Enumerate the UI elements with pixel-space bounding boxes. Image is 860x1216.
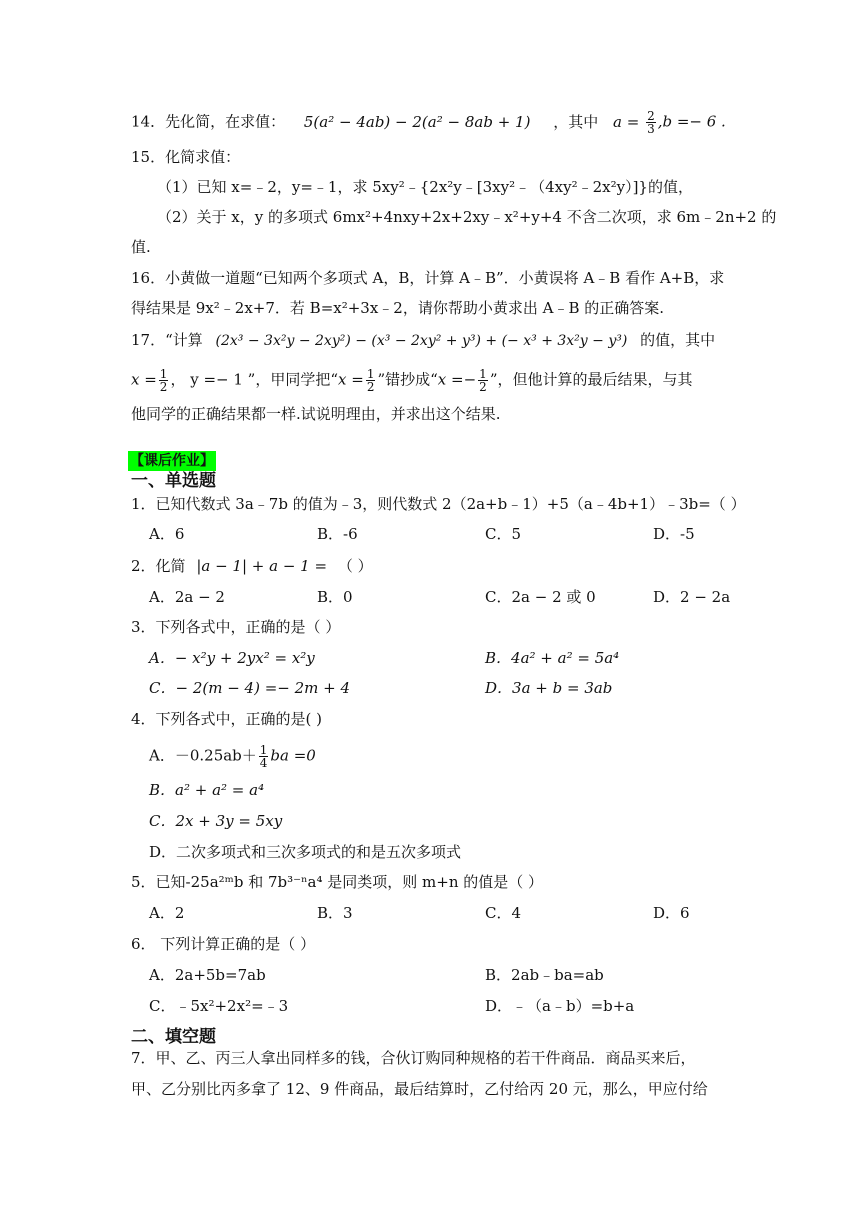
option-a-fraction xyxy=(259,744,269,769)
question-3-option-d[interactable]: D．3a + b = 3ab xyxy=(485,679,613,697)
problem-14-cond-a: a = xyxy=(613,112,645,131)
fraction-numerator: 1 xyxy=(259,743,268,757)
option-a-prefix: A．－0.25ab＋ xyxy=(149,746,257,765)
question-7-line2: 甲、乙分别比丙多拿了 12、9 件商品，最后结算时，乙付给丙 20 元，那么，甲应付给 xyxy=(131,1080,708,1098)
section-single-choice: 一、单选题 xyxy=(131,471,216,491)
problem-14-expression: 5(a² − 4ab) − 2(a² − 8ab + 1) xyxy=(303,112,531,131)
problem-17-half-2 xyxy=(366,368,376,393)
fraction-denominator: 4 xyxy=(259,756,268,770)
problem-17-x2: x = xyxy=(338,370,364,389)
problem-14-mid: ，其中 xyxy=(553,112,599,131)
problem-17-half-1 xyxy=(159,368,169,393)
question-6-option-c[interactable]: C．﹣5x²+2x²=﹣3 xyxy=(149,997,289,1015)
problem-17-end: ”，但他计算的最后结果，与其 xyxy=(489,370,693,389)
question-6-option-d[interactable]: D．﹣（a﹣b）=b+a xyxy=(485,997,635,1015)
question-1-option-d[interactable]: D．-5 xyxy=(653,525,695,543)
question-2-option-d[interactable]: D．2 − 2a xyxy=(653,588,731,606)
homework-tag: 【课后作业】 xyxy=(130,453,214,469)
question-5-option-c[interactable]: C．4 xyxy=(485,904,522,922)
problem-14-cond-b: ,b =− 6 . xyxy=(657,112,726,131)
fraction-numerator: 2 xyxy=(647,109,655,123)
problem-15-sub2-cont: 值. xyxy=(131,238,151,256)
question-5-option-d[interactable]: D．6 xyxy=(653,904,690,922)
fraction-denominator: 3 xyxy=(647,122,655,136)
question-5-stem: 5．已知-25a²ᵐb 和 7b³⁻ⁿa⁴ 是同类项，则 m+n 的值是（ ） xyxy=(131,873,544,891)
question-4-option-d[interactable]: D．二次多项式和三次多项式的和是五次多项式 xyxy=(149,843,462,861)
question-3-stem: 3．下列各式中，正确的是（ ） xyxy=(131,618,341,636)
question-1-stem: 1．已知代数式 3a﹣7b 的值为﹣3，则代数式 2（2a+b﹣1）+5（a﹣4b+1）﹣3b=（ ） xyxy=(131,495,746,513)
problem-17-line1 xyxy=(131,330,715,351)
question-3-option-b[interactable]: B．4a² + a² = 5a⁴ xyxy=(485,649,620,667)
question-2-expression: |a − 1| + a − 1 = xyxy=(196,557,328,575)
problem-17-line2 xyxy=(131,368,692,393)
problem-17-y: ， y =− 1 ”，甲同学把“ xyxy=(170,370,339,389)
problem-16-line1: 16．小黄做一道题“已知两个多项式 A，B，计算 A﹣B”．小黄误将 A﹣B 看作 A+B，求 xyxy=(131,269,725,287)
fraction-numerator: 1 xyxy=(479,367,487,381)
option-a-suffix: ba =0 xyxy=(270,746,316,765)
question-2-prefix: 2．化简 xyxy=(131,557,186,575)
fraction-denominator: 2 xyxy=(479,380,487,394)
problem-17-mid: ”错抄成“ xyxy=(377,370,438,389)
question-3-option-a[interactable]: A．− x²y + 2yx² = x²y xyxy=(149,649,315,667)
question-3-option-c[interactable]: C．− 2(m − 4) =− 2m + 4 xyxy=(149,679,351,697)
question-2-option-c[interactable]: C．2a − 2 或 0 xyxy=(485,588,596,606)
fraction-denominator: 2 xyxy=(159,380,168,394)
problem-15-sub1: （1）已知 x=﹣2，y=﹣1，求 5xy²﹣{2x²y﹣[3xy²﹣（4xy²﹣2x²y）]}的值， xyxy=(157,178,693,196)
section-fill-in: 二、填空题 xyxy=(131,1027,216,1047)
problem-17-suffix: 的值，其中 xyxy=(640,331,716,349)
question-2-suffix: （ ） xyxy=(337,557,373,575)
question-6-stem: 6． 下列计算正确的是（ ） xyxy=(131,935,316,953)
question-7-line1: 7．甲、乙、丙三人拿出同样多的钱，合伙订购同种规格的若干件商品．商品买来后， xyxy=(131,1049,696,1067)
problem-17-x3: x =− xyxy=(437,370,477,389)
fraction-numerator: 1 xyxy=(159,367,168,381)
fraction-numerator: 1 xyxy=(366,367,375,381)
question-5-option-a[interactable]: A．2 xyxy=(149,904,185,922)
question-4-option-a[interactable] xyxy=(149,744,316,769)
question-2-stem xyxy=(131,556,373,576)
question-2-option-a[interactable]: A．2a − 2 xyxy=(149,588,225,606)
problem-17-expression: (2x³ − 3x²y − 2xy²) − (x³ − 2xy² + y³) + (− x³ + 3x²y − y³) xyxy=(215,333,628,349)
question-1-option-b[interactable]: B．-6 xyxy=(317,525,358,543)
problem-15-sub2: （2）关于 x，y 的多项式 6mx²+4nxy+2x+2xy﹣x²+y+4 不含二次项，求 6m﹣2n+2 的 xyxy=(157,208,777,226)
problem-15-title: 15．化简求值： xyxy=(131,148,241,166)
question-5-option-b[interactable]: B．3 xyxy=(317,904,353,922)
problem-17-half-3 xyxy=(478,368,488,393)
question-4-option-c[interactable]: C．2x + 3y = 5xy xyxy=(149,812,283,830)
question-6-option-a[interactable]: A．2a+5b=7ab xyxy=(149,966,266,984)
question-2-option-b[interactable]: B．0 xyxy=(317,588,353,606)
question-4-option-b[interactable]: B．a² + a² = a⁴ xyxy=(149,781,265,799)
problem-14 xyxy=(131,110,726,135)
problem-16-line2: 得结果是 9x²﹣2x+7．若 B=x²+3x﹣2，请你帮助小黄求出 A﹣B 的正确答案. xyxy=(131,299,665,317)
question-4-stem: 4．下列各式中，正确的是( ) xyxy=(131,710,323,728)
problem-14-prefix: 14．先化简，在求值： xyxy=(131,112,286,131)
question-1-option-a[interactable]: A．6 xyxy=(149,525,185,543)
problem-17-x: x = xyxy=(131,370,157,389)
question-6-option-b[interactable]: B．2ab﹣ba=ab xyxy=(485,966,604,984)
problem-17-prefix: 17．“计算 xyxy=(131,331,203,349)
problem-14-fraction xyxy=(646,110,656,135)
fraction-denominator: 2 xyxy=(366,380,375,394)
question-1-option-c[interactable]: C．5 xyxy=(485,525,522,543)
problem-17-line3: 他同学的正确结果都一样.试说明理由，并求出这个结果. xyxy=(131,405,501,423)
